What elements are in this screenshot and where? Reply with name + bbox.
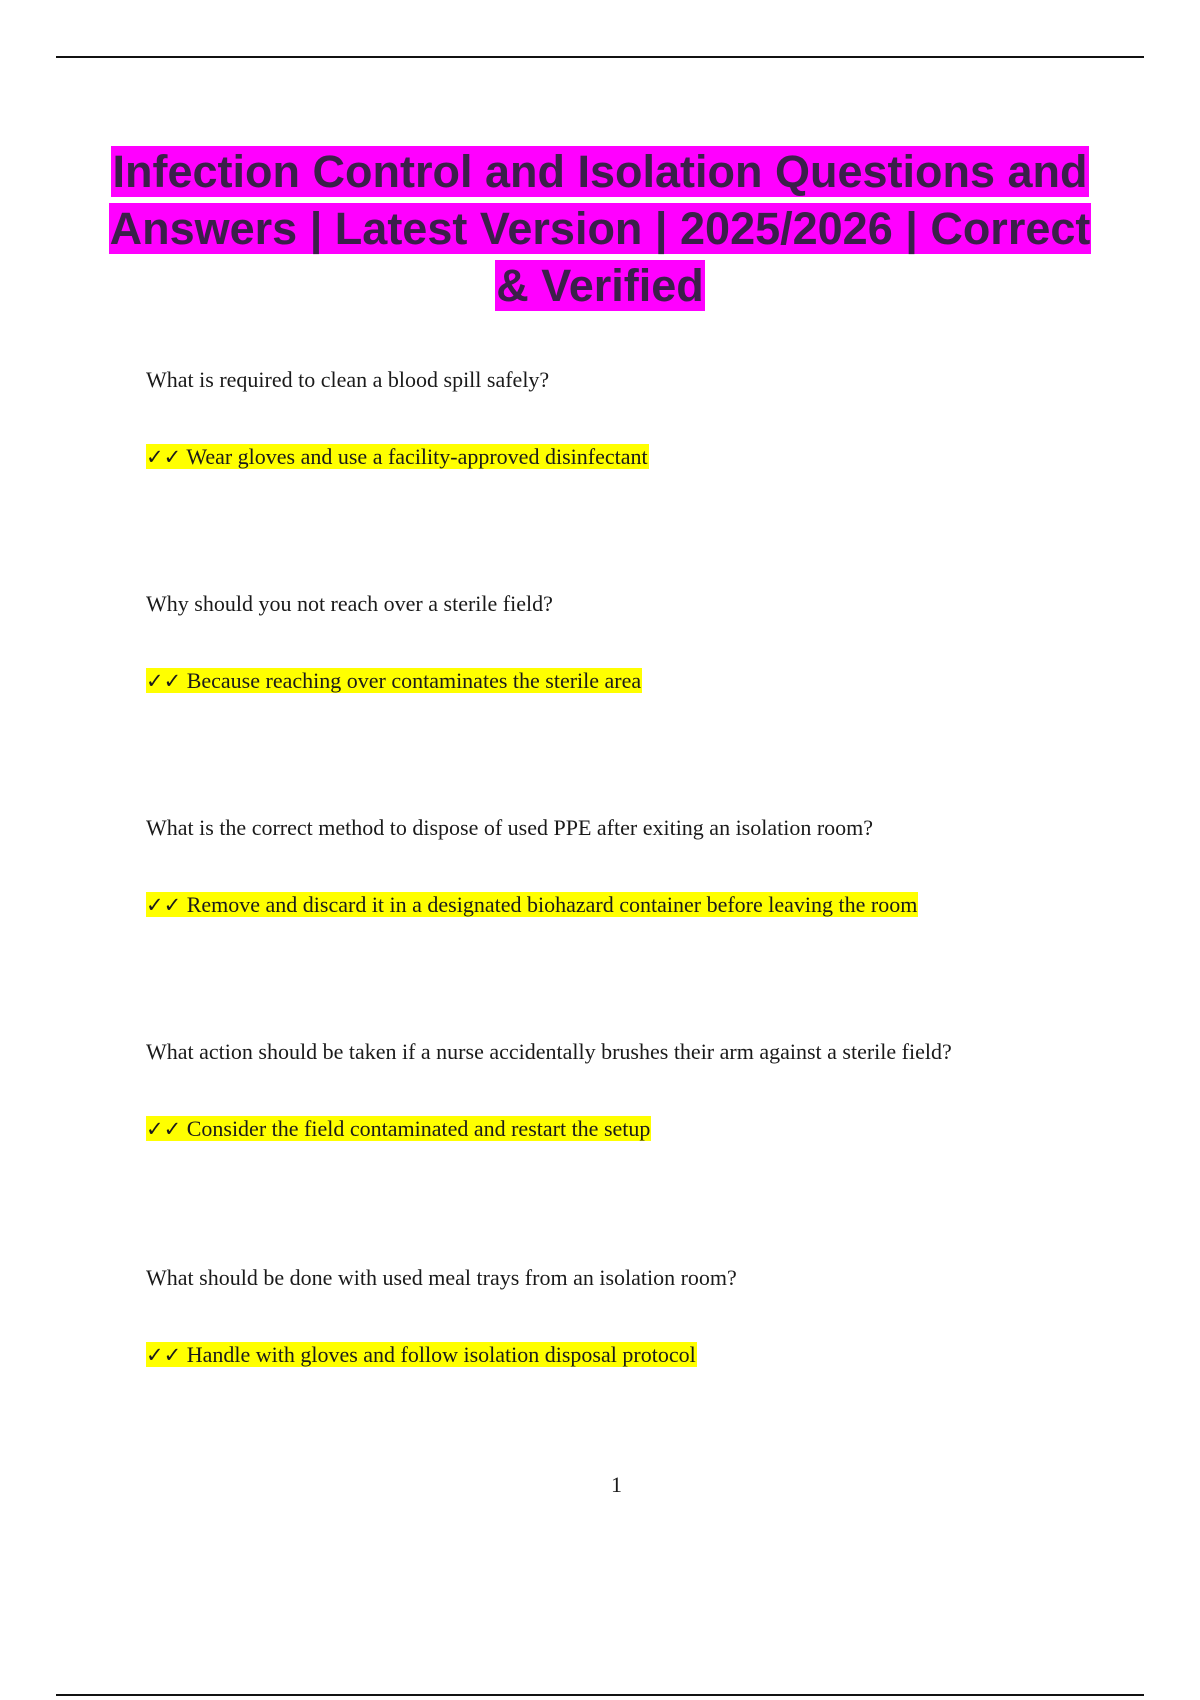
answer-highlight <box>146 1342 697 1367</box>
answer-text <box>146 442 1146 472</box>
question-text: What is required to clean a blood spill safely? <box>146 367 550 392</box>
answer-highlight <box>146 892 918 917</box>
qa-item <box>146 1264 1146 1370</box>
qa-item <box>146 1038 1146 1144</box>
answer-highlight <box>146 1116 651 1141</box>
answer-text <box>146 1114 1146 1144</box>
answer-label: Wear gloves and use a facility-approved disinfectant <box>186 444 648 469</box>
double-check-icon: ✓✓ <box>146 1117 182 1141</box>
answer-text <box>146 1340 1146 1370</box>
document-title <box>100 143 1100 314</box>
footer-rule <box>56 1694 1144 1696</box>
answer-highlight <box>146 668 642 693</box>
header-rule <box>56 56 1144 58</box>
title-highlight: Infection Control and Isolation Questions and Answers | Latest Version | 2025/2026 | Correct & Verified <box>109 146 1091 311</box>
answer-label: Remove and discard it in a designated biohazard container before leaving the room <box>186 892 918 917</box>
double-check-icon: ✓✓ <box>146 893 182 917</box>
qa-item <box>146 814 1146 920</box>
double-check-icon: ✓✓ <box>146 669 182 693</box>
answer-text <box>146 666 1146 696</box>
question-text: Why should you not reach over a sterile field? <box>146 591 553 616</box>
answer-highlight <box>146 444 649 469</box>
page-number: 1 <box>611 1472 622 1497</box>
question-text: What is the correct method to dispose of used PPE after exiting an isolation room? <box>146 815 874 840</box>
double-check-icon: ✓✓ <box>146 1343 182 1367</box>
qa-item <box>146 590 1146 696</box>
question-text: What should be done with used meal trays from an isolation room? <box>146 1265 737 1290</box>
answer-text <box>146 890 1146 920</box>
answer-label: Consider the field contaminated and restart the setup <box>186 1116 651 1141</box>
double-check-icon: ✓✓ <box>146 445 182 469</box>
answer-label: Because reaching over contaminates the sterile area <box>186 668 642 693</box>
answer-label: Handle with gloves and follow isolation disposal protocol <box>186 1342 696 1367</box>
qa-item <box>146 366 1146 472</box>
question-text: What action should be taken if a nurse accidentally brushes their arm against a sterile field? <box>146 1039 952 1064</box>
